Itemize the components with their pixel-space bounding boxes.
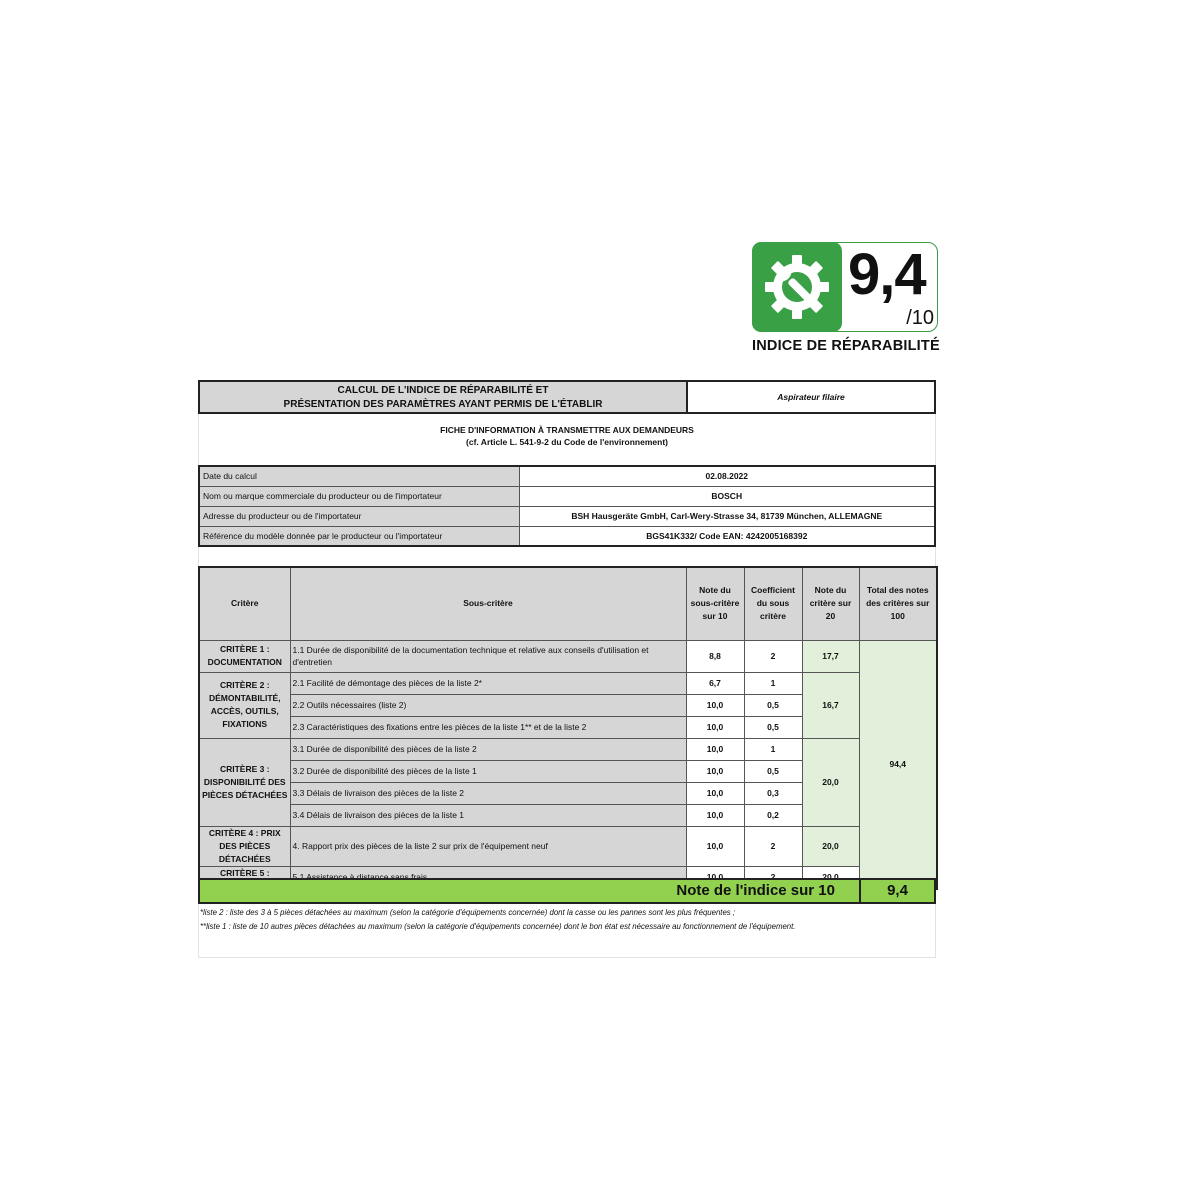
- criterion-name: CRITÈRE 4 : PRIX DES PIÈCES DÉTACHÉES: [199, 826, 290, 866]
- criterion-5-name: CRITÈRE 5 :: [219, 867, 270, 878]
- col-header-sous-critere: Sous-critère: [290, 567, 686, 640]
- sub-criterion-note: 10,0: [686, 826, 744, 866]
- sub-criterion-label: 3.3 Délais de livraison des pièces de la liste 2: [290, 782, 686, 804]
- col-header-total: Total des notes des critères sur 100: [859, 567, 937, 640]
- sub-criterion-coef: 0,5: [744, 694, 802, 716]
- info-label: Nom ou marque commerciale du producteur ou de l'importateur: [199, 486, 519, 506]
- criterion-name: CRITÈRE 2 : DÉMONTABILITÉ, ACCÈS, OUTILS, FIXATIONS: [199, 672, 290, 738]
- final-score-value: 9,4: [887, 882, 908, 899]
- info-row: [199, 506, 935, 526]
- sub-criterion-coef: 1: [744, 738, 802, 760]
- fiche-subtitle: [198, 424, 936, 448]
- sub-criterion-note: 10,0: [686, 782, 744, 804]
- sheet-title: [200, 382, 688, 412]
- criterion-name: CRITÈRE 1 : DOCUMENTATION: [199, 640, 290, 672]
- repairability-badge: [752, 242, 938, 354]
- criterion-score: 20,0: [802, 826, 859, 866]
- info-value: BSH Hausgeräte GmbH, Carl-Wery-Strasse 34, 81739 München, ALLEMAGNE: [519, 506, 935, 526]
- badge-icon-tile: [752, 242, 842, 332]
- product-type: Aspirateur filaire: [777, 392, 845, 402]
- col-header-critere: Critère: [199, 567, 290, 640]
- badge-denominator: /10: [906, 307, 934, 329]
- sub-criterion-label: 4. Rapport prix des pièces de la liste 2 sur prix de l'équipement neuf: [290, 826, 686, 866]
- fiche-line2: (cf. Article L. 541-9-2 du Code de l'environnement): [466, 437, 668, 447]
- sub-criterion-note: 10,0: [686, 738, 744, 760]
- sub-criterion-label: 3.2 Durée de disponibilité des pièces de la liste 1: [290, 760, 686, 782]
- sub-criterion-coef: 2: [744, 640, 802, 672]
- info-row: [199, 466, 935, 486]
- col-header-coef: Coefficient du sous critère: [744, 567, 802, 640]
- sub-criterion-label: 2.3 Caractéristiques des fixations entre les pièces de la liste 1** et de la liste 2: [290, 716, 686, 738]
- info-value: 02.08.2022: [519, 466, 935, 486]
- badge-caption: INDICE DE RÉPARABILITÉ: [752, 338, 940, 354]
- score-table-header: [199, 567, 937, 640]
- table-row: [199, 738, 937, 760]
- sheet-header: [198, 380, 936, 414]
- col-header-note-critere: Note du critère sur 20: [802, 567, 859, 640]
- badge-score: 9,4: [848, 242, 926, 307]
- final-score-row: [198, 878, 936, 904]
- col-header-note-sous: Note du sous-critère sur 10: [686, 567, 744, 640]
- info-value: BGS41K332/ Code EAN: 4242005168392: [519, 526, 935, 546]
- info-label: Référence du modèle donnée par le producteur ou l'importateur: [199, 526, 519, 546]
- final-score-label: Note de l'indice sur 10: [200, 880, 861, 902]
- fiche-line1: FICHE D'INFORMATION À TRANSMETTRE AUX DEMANDEURS: [440, 425, 694, 435]
- sub-criterion-coef: 0,5: [744, 716, 802, 738]
- sheet-title-line2: PRÉSENTATION DES PARAMÈTRES AYANT PERMIS DE L'ÉTABLIR: [283, 399, 603, 410]
- criterion-name: CRITÈRE 3 : DISPONIBILITÉ DES PIÈCES DÉTACHÉES: [199, 738, 290, 826]
- wrench-gear-icon: [757, 247, 837, 327]
- table-row: [199, 640, 937, 672]
- sub-criterion-note: 10,0: [686, 804, 744, 826]
- footnote-list1: **liste 1 : liste de 10 autres pièces détachées au maximum (selon la catégorie d'équipements concernée) dont le bon état est nécessaire au fonctionnement de l'équipement.: [200, 922, 796, 931]
- info-label: Adresse du producteur ou de l'importateur: [199, 506, 519, 526]
- sub-criterion-coef: 0,3: [744, 782, 802, 804]
- score-table: [198, 566, 938, 890]
- info-value: BOSCH: [519, 486, 935, 506]
- sub-criterion-note: 10,0: [686, 760, 744, 782]
- sub-criterion-coef: 1: [744, 672, 802, 694]
- sheet-title-line1: CALCUL DE L'INDICE DE RÉPARABILITÉ ET: [337, 385, 549, 396]
- sub-criterion-label: 2.2 Outils nécessaires (liste 2): [290, 694, 686, 716]
- sub-criterion-note: 10,0: [686, 716, 744, 738]
- sub-criterion-note: 10,0: [686, 694, 744, 716]
- sub-criterion-coef: 2: [744, 826, 802, 866]
- sub-criterion-label: 1.1 Durée de disponibilité de la documentation technique et relative aux conseils d'utilisation et d'entretien: [290, 640, 686, 672]
- total-score: 94,4: [859, 640, 937, 889]
- footnote-list2: *liste 2 : liste des 3 à 5 pièces détachées au maximum (selon la catégorie d'équipements concernée) dont la casse ou les pannes sont les plus fréquentes ;: [200, 908, 736, 917]
- criterion-score: 16,7: [802, 672, 859, 738]
- sub-criterion-coef: 0,5: [744, 760, 802, 782]
- sub-criterion-label: 3.4 Délais de livraison des pièces de la liste 1: [290, 804, 686, 826]
- footnotes: [200, 906, 936, 934]
- sub-criterion-label: 2.1 Facilité de démontage des pièces de la liste 2*: [290, 672, 686, 694]
- sub-criterion-note: 8,8: [686, 640, 744, 672]
- info-row: [199, 486, 935, 506]
- info-label: Date du calcul: [199, 466, 519, 486]
- sub-criterion-note: 6,7: [686, 672, 744, 694]
- producer-info-table: [198, 465, 936, 547]
- sub-criterion-label: 3.1 Durée de disponibilité des pièces de la liste 2: [290, 738, 686, 760]
- table-row: [199, 672, 937, 694]
- criterion-score: 17,7: [802, 640, 859, 672]
- sub-criterion-coef: 0,2: [744, 804, 802, 826]
- criterion-score: 20,0: [802, 738, 859, 826]
- table-row: [199, 826, 937, 866]
- info-row: [199, 526, 935, 546]
